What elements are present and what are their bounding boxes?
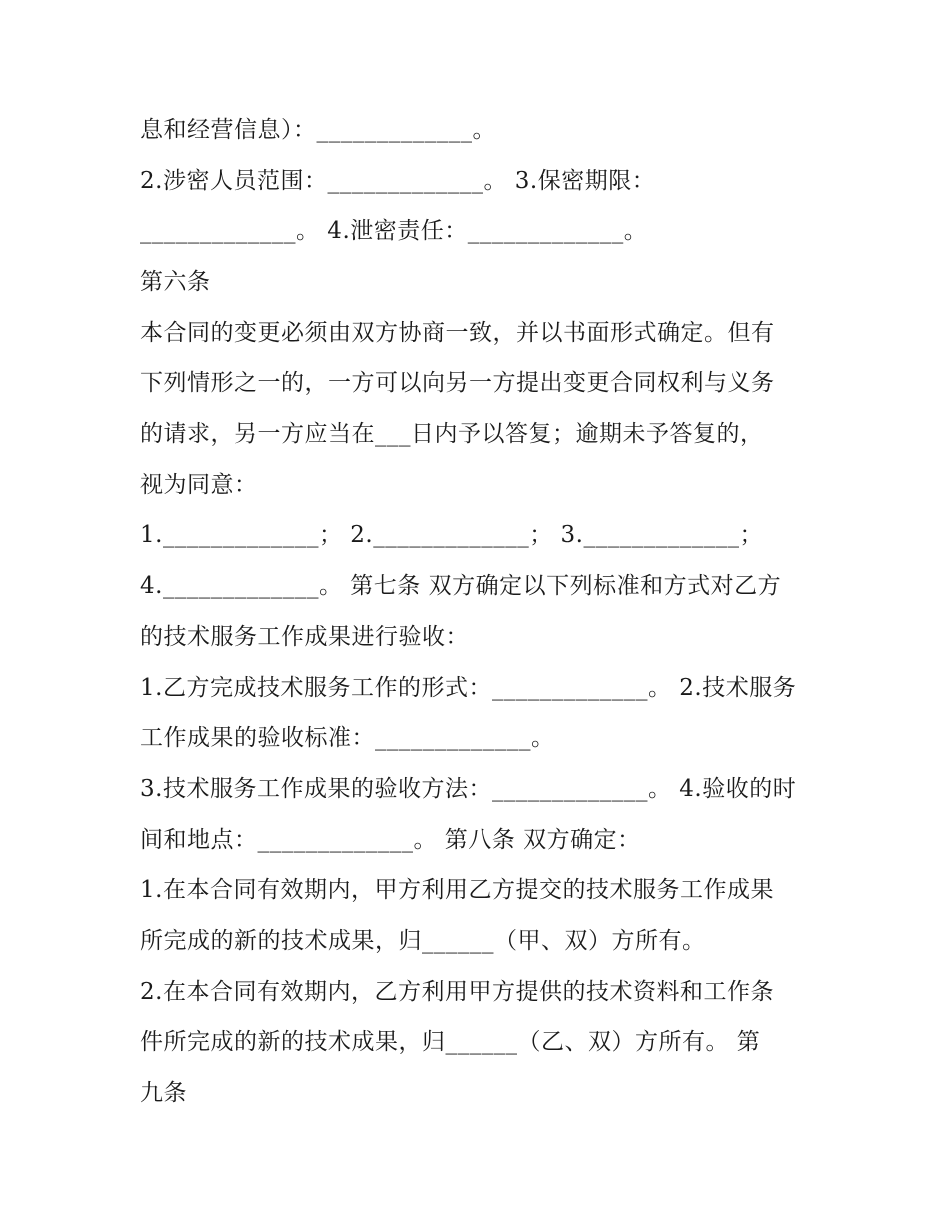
text-line: 所完成的新的技术成果，归______（甲、双）方所有。: [140, 928, 706, 954]
text-line: 2.涉密人员范围：_____________。 3.保密期限：: [140, 168, 656, 194]
text-line: 件所完成的新的技术成果，归______（乙、双）方所有。 第: [140, 1029, 761, 1055]
text-line: 下列情形之一的，一方可以向另一方提出变更合同权利与义务: [140, 370, 775, 396]
text-line: 间和地点：_____________。 第八条 双方确定：: [140, 827, 641, 853]
article-heading: 九条: [140, 1080, 187, 1106]
text-line: 1.在本合同有效期内，甲方利用乙方提交的技术服务工作成果: [140, 877, 774, 903]
text-line: 息和经营信息）：_____________。: [140, 117, 496, 143]
text-line: 本合同的变更必须由双方协商一致，并以书面形式确定。但有: [140, 320, 775, 346]
text-line: 3.技术服务工作成果的验收方法：_____________。 4.验收的时: [140, 776, 797, 802]
text-line: 视为同意：: [140, 472, 258, 498]
text-line: 的技术服务工作成果进行验收：: [140, 624, 469, 650]
text-line: 2.在本合同有效期内，乙方利用甲方提供的技术资料和工作条: [140, 979, 774, 1005]
text-line: 的请求，另一方应当在___日内予以答复；逾期未予答复的，: [140, 421, 764, 447]
text-line: 1.乙方完成技术服务工作的形式：_____________。 2.技术服务: [140, 675, 797, 701]
article-heading: 第六条: [140, 269, 211, 295]
text-line: 工作成果的验收标准：_____________。: [140, 725, 555, 751]
text-line: 4._____________。 第七条 双方确定以下列标准和方式对乙方: [140, 573, 782, 599]
text-line: _____________。 4.泄密责任：_____________。: [140, 218, 648, 244]
text-line: 1._____________； 2._____________； 3._____________；: [140, 522, 763, 548]
